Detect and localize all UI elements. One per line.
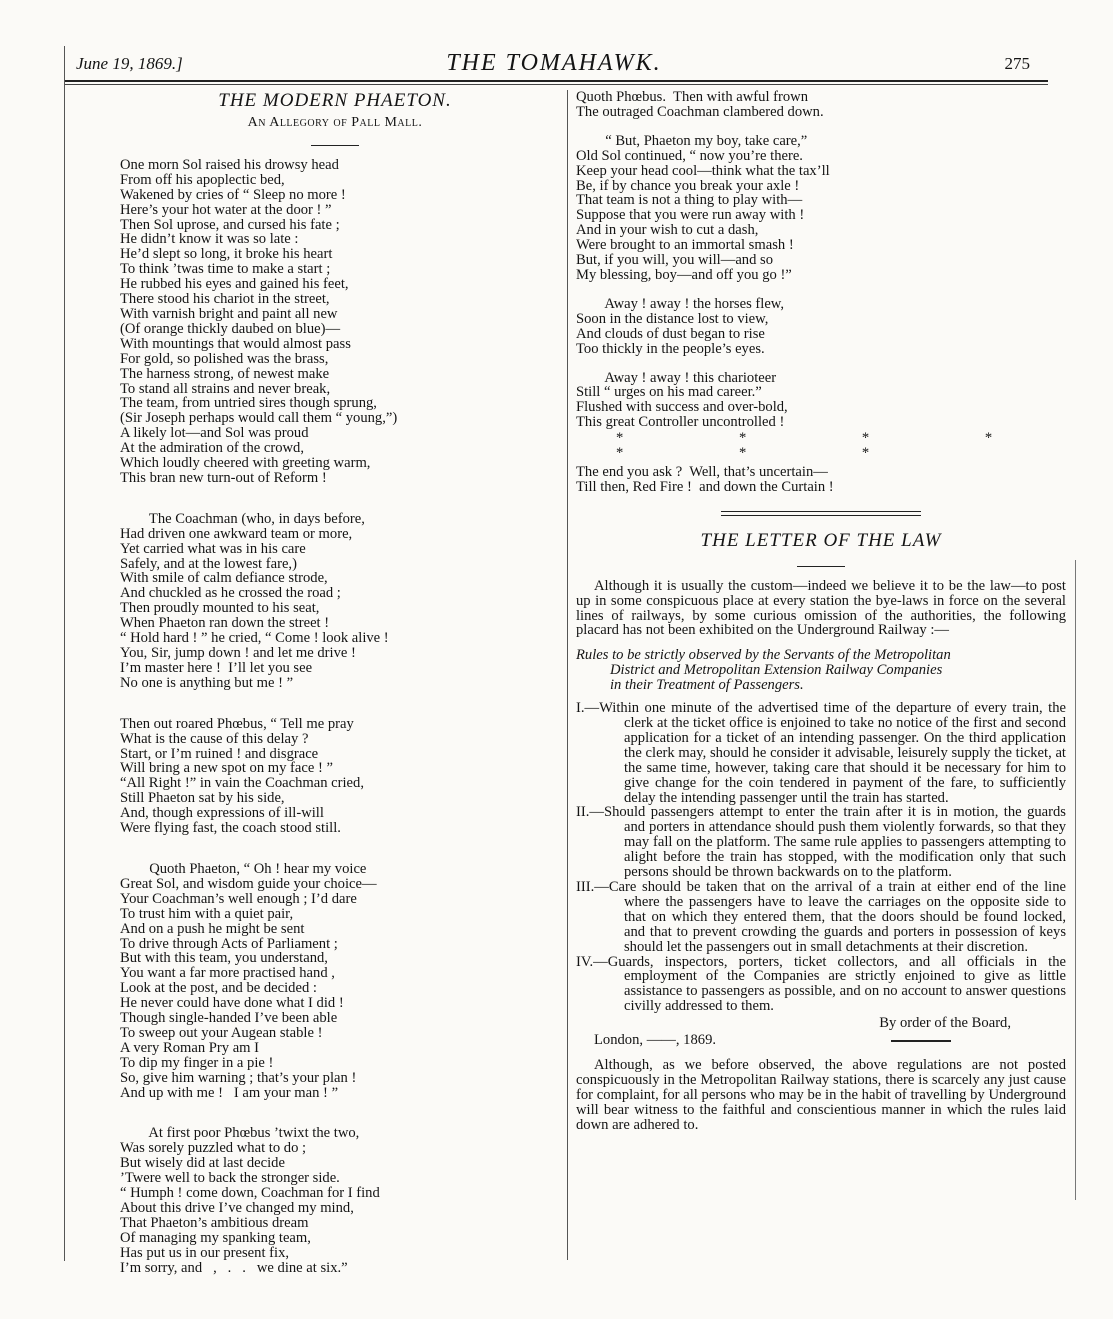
verse-line: To think ’twas time to make a start ; — [120, 261, 331, 278]
verse-line: With varnish bright and paint all new — [120, 305, 338, 322]
verse-line: Were brought to an immortal smash ! — [576, 237, 794, 254]
stanza — [120, 862, 550, 1101]
verse-line: That team is not a thing to play with— — [576, 192, 803, 209]
verse-line: Suppose that you were run away with ! — [576, 207, 805, 224]
poem-ending — [576, 465, 1066, 495]
verse-line: There stood his chariot in the street, — [120, 291, 330, 308]
verse-line: A likely lot—and Sol was proud — [120, 425, 309, 442]
verse-line: To sweep out your Augean stable ! — [120, 1024, 323, 1041]
verse-line: (Of orange thickly daubed on blue)— — [120, 320, 341, 337]
verse-line: At first poor Phœbus ’twixt the two, — [120, 1125, 360, 1142]
poem-subtitle: An Allegory of Pall Mall. — [247, 115, 423, 130]
verse-line: Will bring a new spot on my face ! ” — [120, 760, 333, 777]
verse-line: Keep your head cool—think what the tax’ll — [576, 162, 830, 179]
verse-line: What is the cause of this delay ? — [120, 730, 309, 747]
verse-line: To drive through Acts of Parliament ; — [120, 935, 338, 952]
poem-title: THE MODERN PHAETON. — [218, 90, 452, 111]
title-rule — [311, 145, 359, 146]
column-divider — [567, 90, 568, 1260]
stanza — [120, 1126, 550, 1275]
rule-item: III.—Care should be taken that on the arrival of a train at either end of the line where the passengers have to leave the carriages on the opposite side to that on which they entered them, that the doors should be found locked, and that to prevent crowding the guards and porters in possession of keys should let the passengers out in small detachments at their discretion. — [576, 878, 1066, 955]
verse-line: And up with me ! I am your man ! ” — [120, 1084, 339, 1101]
verse-line: No one is anything but me ! ” — [120, 674, 294, 691]
right-column — [576, 90, 1066, 1132]
verse-line: Safely, and at the lowest fare,) — [120, 555, 297, 572]
verse-line: And, though expressions of ill-will — [120, 805, 324, 822]
verse-line: “All Right !” in vain the Coachman cried, — [120, 775, 364, 792]
verse-line: To stand all strains and never break, — [120, 380, 331, 397]
verse-line: “ Humph ! come down, Coachman for I find — [120, 1185, 380, 1202]
verse-line: Away ! away ! the horses flew, — [576, 295, 785, 312]
verse-line: To trust him with a quiet pair, — [120, 905, 294, 922]
verse-line: But wisely did at last decide — [120, 1155, 285, 1172]
section-divider — [721, 511, 921, 516]
rule-item: IV.—Guards, inspectors, porters, ticket collectors, and all officials in the employment of the Companies are strictly enjoined to give as little assistance to passengers as possible, and on no account to answer questions civilly addressed to them. — [576, 953, 1066, 1015]
verse-line: He didn’t know it was so late : — [120, 231, 299, 248]
verse-line: The team, from untried sires though sprung, — [120, 395, 377, 412]
verse-line: Then proudly mounted to his seat, — [120, 600, 320, 617]
stanza — [120, 717, 550, 836]
verse-line: And in your wish to cut a dash, — [576, 222, 759, 239]
article-closing: Although, as we before observed, the above regulations are not posted conspicuously in the Metropolitan Railway stations, there is scarcely any just cause for complaint, for all persons who may be in the habit of travelling by Underground will bear witness to the faithful and conscientious manner in which the rules laid down are adhered to. — [576, 1056, 1066, 1133]
verse-line: And clouds of dust began to rise — [576, 325, 765, 342]
verse-line: Quoth Phaeton, “ Oh ! hear my voice — [120, 860, 367, 877]
verse-line: Had driven one awkward team or more, — [120, 525, 353, 542]
verse-line: The harness strong, of newest make — [120, 365, 330, 382]
verse-line: That Phaeton’s ambitious dream — [120, 1214, 309, 1231]
masthead-title: THE TOMAHAWK. — [446, 50, 662, 76]
verse-line: And chuckled as he crossed the road ; — [120, 585, 341, 602]
verse-line: The outraged Coachman clambered down. — [576, 103, 824, 120]
page-header — [64, 50, 1044, 78]
verse-line: Your Coachman’s well enough ; I’d dare — [120, 890, 357, 907]
verse-line: Soon in the distance lost to view, — [576, 310, 769, 327]
verse-line: About this drive I’ve changed my mind, — [120, 1200, 354, 1216]
verse-line: At the admiration of the crowd, — [120, 440, 304, 457]
verse-line: With smile of calm defiance strode, — [120, 570, 328, 587]
signature: By order of the Board, — [879, 1015, 1011, 1032]
verse-line: Yet carried what was in his care — [120, 540, 306, 557]
article-intro: Although it is usually the custom—indeed we believe it to be the law—to post up in some conspicuous place at every station the bye-laws in force on the several lines of railways, by some curious omission of the authorities, the following placard has not been exhibited on the Underground Railway :— — [576, 577, 1066, 639]
verse-line: “ Hold hard ! ” he cried, “ Come ! look alive ! — [120, 630, 389, 647]
issue-date: June 19, 1869.] — [76, 54, 183, 73]
stanza — [120, 512, 550, 691]
verse-line: Of managing my spanking team, — [120, 1229, 311, 1246]
verse-line: Has put us in our present fix, — [120, 1244, 290, 1261]
verse-line: Look at the post, and be decided : — [120, 980, 317, 997]
place-date — [576, 1033, 1066, 1048]
verse-line: I’m master here ! I’ll let you see — [120, 659, 313, 676]
rule-item: II.—Should passengers attempt to enter the train after it is in motion, the guards and porters in attendance should push them violently forwards, so that they may fall on the platform. The same rule applies to passengers attempting to alight before the train has stopped, with the modification only that such persons should be thrown backwards on to the platform. — [576, 804, 1066, 881]
verse-line: When Phaeton ran down the street ! — [120, 615, 330, 632]
rules-heading-line: Rules to be strictly observed by the Servants of the Metropolitan — [576, 647, 951, 664]
verse-line: But, if you will, you will—and so — [576, 252, 774, 269]
verse-line: Be, if by chance you break your axle ! — [576, 177, 800, 194]
verse-line: He’d slept so long, it broke his heart — [120, 246, 333, 263]
place-date-text: London, ——, 1869. — [594, 1032, 717, 1049]
right-margin-rule — [1075, 560, 1076, 1200]
verse-line: Which loudly cheered with greeting warm, — [120, 455, 371, 472]
verse-line: Was sorely puzzled what to do ; — [120, 1140, 307, 1157]
verse-line: Wakened by cries of “ Sleep no more ! — [120, 186, 346, 203]
verse-line: Here’s your hot water at the door ! ” — [120, 201, 332, 218]
poem-column-left — [120, 90, 550, 1302]
verse-line: A very Roman Pry am I — [120, 1039, 260, 1056]
verse-line: Then Sol uprose, and cursed his fate ; — [120, 216, 340, 233]
verse-line: With mountings that would almost pass — [120, 335, 351, 352]
verse-line: You want a far more practised hand , — [120, 965, 335, 982]
verse-line: Away ! away ! this charioteer — [576, 369, 777, 386]
verse-line: I’m sorry, and , . . we dine at six.” — [120, 1259, 348, 1276]
header-rule — [64, 80, 1048, 82]
stanza — [576, 90, 1066, 120]
verse-line: Still Phaeton sat by his side, — [120, 790, 285, 807]
poem-stanzas-right — [576, 90, 1066, 430]
poem-ending-line: Till then, Red Fire ! and down the Curtain ! — [576, 478, 834, 495]
stanza — [576, 371, 1066, 431]
poem-stanzas-left — [120, 158, 550, 1276]
verse-line: Great Sol, and wisdom guide your choice— — [120, 875, 377, 892]
stanza — [576, 134, 1066, 283]
verse-line: My blessing, boy—and off you go !” — [576, 266, 792, 283]
verse-line: He rubbed his eyes and gained his feet, — [120, 276, 349, 293]
rules-heading-line: in their Treatment of Passengers. — [610, 677, 804, 694]
rules-heading — [576, 648, 1066, 693]
verse-line: To dip my finger in a pie ! — [120, 1054, 274, 1071]
verse-line: “ But, Phaeton my boy, take care,” — [576, 132, 808, 149]
verse-line: And on a push he might be sent — [120, 920, 305, 937]
stanza — [576, 297, 1066, 357]
verse-line: Start, or I’m ruined ! and disgrace — [120, 745, 319, 762]
verse-line: From off his apoplectic bed, — [120, 171, 285, 188]
poem-ending-line: The end you ask ? Well, that’s uncertain— — [576, 463, 828, 480]
verse-line: Quoth Phœbus. Then with awful frown — [576, 89, 808, 105]
asterism: * * * * * * * — [616, 430, 1049, 462]
verse-line: He never could have done what I did ! — [120, 995, 344, 1012]
stanza — [120, 158, 550, 486]
verse-line: Still “ urges on his mad career.” — [576, 384, 762, 401]
verse-line: Though single-handed I’ve been able — [120, 1010, 338, 1027]
verse-line: Were flying fast, the coach stood still. — [120, 820, 341, 837]
rules-heading-line: District and Metropolitan Extension Railway Companies — [610, 662, 943, 679]
article-title: THE LETTER OF THE LAW — [700, 529, 942, 551]
closing-dash — [891, 1040, 951, 1042]
verse-line: So, give him warning ; that’s your plan ! — [120, 1069, 357, 1086]
verse-line: Old Sol continued, “ now you’re there. — [576, 147, 803, 164]
verse-line: You, Sir, jump down ! and let me drive ! — [120, 645, 356, 661]
verse-line: One morn Sol raised his drowsy head — [120, 156, 339, 173]
verse-line: Too thickly in the people’s eyes. — [576, 340, 765, 357]
verse-line: Then out roared Phœbus, “ Tell me pray — [120, 715, 354, 732]
verse-line: This bran new turn-out of Reform ! — [120, 469, 327, 486]
verse-line: Flushed with success and over-bold, — [576, 399, 788, 416]
rule-item: I.—Within one minute of the advertised time of the departure of every train, the clerk at the ticket office is enjoined to take no notice of the first and second application for a ticket of an intending passenger. On the third application the clerk may, should he consider it advisable, leisurely supply the ticket, at the same time, however, taking care that should it be necessary for him to give change for the coin tendered in payment of the fare, to sufficiently delay the intending passenger until the train has started. — [576, 700, 1066, 806]
article-title-rule — [797, 566, 845, 567]
verse-line: But with this team, you understand, — [120, 950, 328, 967]
verse-line: For gold, so polished was the brass, — [120, 350, 329, 367]
page-number: 275 — [1004, 54, 1030, 73]
left-margin-rule — [64, 46, 65, 1261]
verse-line: The Coachman (who, in days before, — [120, 510, 365, 527]
header-rule-thin — [64, 84, 1048, 85]
verse-line: (Sir Joseph perhaps would call them “ young,”) — [120, 410, 398, 427]
verse-line: ’Twere well to back the stronger side. — [120, 1170, 340, 1187]
verse-line: This great Controller uncontrolled ! — [576, 414, 785, 431]
